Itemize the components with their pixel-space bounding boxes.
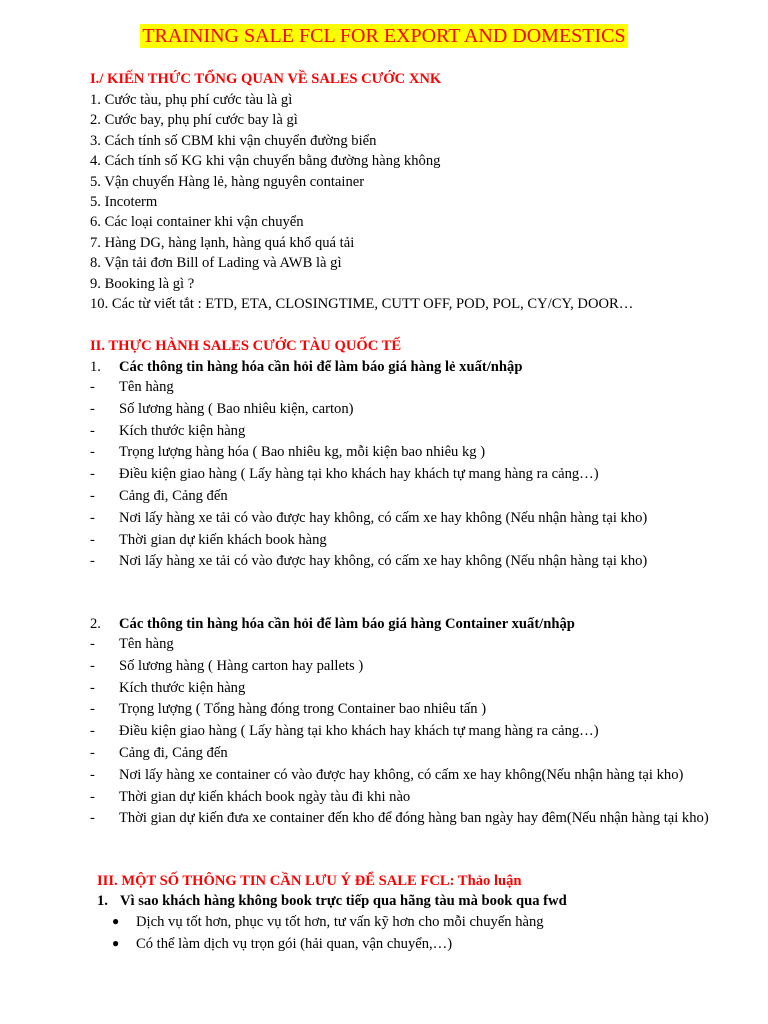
- section-2-subheading-2: [90, 614, 575, 634]
- list-item: [90, 486, 647, 508]
- subheading-title: Các thông tin hàng hóa cần hỏi để làm báo giá hàng Container xuất/nhập: [119, 616, 575, 632]
- list-item: 1. Cước tàu, phụ phí cước tàu là gì: [90, 92, 293, 108]
- subheading-number: 1.: [97, 893, 108, 909]
- list-item: 8. Vận tải đơn Bill of Lading và AWB là gì: [90, 255, 342, 272]
- list-item-text: Nơi lấy hàng xe tải có vào được hay không, có cấm xe hay không (Nếu nhận hàng tại kho): [119, 509, 648, 526]
- list-item: [90, 787, 709, 809]
- dash-marker: -: [90, 723, 95, 740]
- list-item: 5. Vận chuyển Hàng lẻ, hàng nguyên container: [90, 173, 365, 190]
- subheading-title: Các thông tin hàng hóa cần hỏi để làm báo giá hàng lẻ xuất/nhập: [119, 359, 523, 375]
- section-2-subheading-1: [90, 357, 522, 377]
- dash-marker: -: [90, 444, 95, 461]
- list-item-text: Dịch vụ tốt hơn, phục vụ tốt hơn, tư vấn kỹ hơn cho mỗi chuyến hàng: [136, 914, 544, 930]
- dash-marker: -: [90, 744, 95, 761]
- list-item: [90, 551, 647, 573]
- dash-marker: -: [90, 422, 95, 439]
- list-item-text: Tên hàng: [119, 379, 174, 395]
- list-item-text: Kích thước kiện hàng: [119, 679, 246, 696]
- list-item: [90, 743, 709, 765]
- list-item: [112, 911, 544, 933]
- section-2-sub2-list: [90, 634, 709, 830]
- list-item: 9. Booking là gì ?: [90, 275, 195, 292]
- section-3-sub1-list: [112, 911, 544, 954]
- list-item-text: Thời gian dự kiến khách book hàng: [119, 531, 327, 548]
- dash-marker: -: [90, 679, 95, 696]
- list-item-text: Tên hàng: [119, 636, 174, 652]
- subheading-title: Vì sao khách hàng không book trực tiếp qua hãng tàu mà book qua fwd: [120, 893, 567, 909]
- list-item: 3. Cách tính số CBM khi vận chuyển đường biển: [90, 132, 377, 149]
- section-2-heading: II. THỰC HÀNH SALES CƯỚC TÀU QUỐC TẾ: [90, 338, 402, 354]
- list-item: [90, 721, 709, 743]
- subheading-number: 2.: [90, 616, 101, 632]
- section-3-heading-suffix: Thảo luận: [457, 873, 522, 889]
- title-container: [0, 24, 768, 48]
- list-item: 5. Incoterm: [90, 194, 158, 211]
- section-1-list: [90, 90, 633, 314]
- list-item: [90, 678, 709, 700]
- section-3-subheading-1: [97, 891, 567, 911]
- list-item-text: Thời gian dự kiến đưa xe container đến kho để đóng hàng ban ngày hay đêm(Nếu nhận hàng tại kho): [119, 810, 709, 827]
- list-item-text: Trọng lượng hàng hóa ( Bao nhiêu kg, mỗi kiện bao nhiêu kg ): [119, 444, 486, 461]
- dash-marker: -: [90, 379, 95, 395]
- dash-marker: -: [90, 487, 95, 504]
- subheading-number: 1.: [90, 359, 101, 375]
- dash-marker: -: [90, 701, 95, 718]
- dash-marker: -: [90, 810, 95, 827]
- section-3-heading-text: III. MỘT SỐ THÔNG TIN CẦN LƯU Ý ĐỂ SALE FCL:: [97, 873, 455, 889]
- dash-marker: -: [90, 766, 95, 783]
- list-item-text: Cảng đi, Cảng đến: [119, 744, 228, 761]
- list-item-text: Nơi lấy hàng xe tải có vào được hay không, có cấm xe hay không (Nếu nhận hàng tại kho): [119, 553, 648, 570]
- list-item-text: Cảng đi, Cảng đến: [119, 487, 228, 504]
- list-item: [90, 634, 709, 656]
- list-item: [90, 442, 647, 464]
- dash-marker: -: [90, 531, 95, 548]
- list-item: [90, 377, 647, 399]
- list-item-text: Nơi lấy hàng xe container có vào được hay không, có cấm xe hay không(Nếu nhận hàng tại kho): [119, 766, 684, 783]
- dash-marker: -: [90, 466, 95, 483]
- list-item: [90, 699, 709, 721]
- dash-marker: -: [90, 553, 95, 570]
- list-item: 6. Các loại container khi vận chuyển: [90, 214, 304, 231]
- list-item: [90, 508, 647, 530]
- dash-marker: -: [90, 657, 95, 674]
- dash-marker: -: [90, 788, 95, 805]
- list-item: [90, 421, 647, 443]
- bullet-icon: ●: [112, 914, 120, 928]
- list-item-text: Số lương hàng ( Hàng carton hay pallets ): [119, 657, 364, 674]
- list-item-text: Trọng lượng ( Tổng hàng đóng trong Container bao nhiêu tấn ): [119, 701, 487, 718]
- section-1-heading: I./ KIẾN THỨC TỔNG QUAN VỀ SALES CƯỚC XNK: [90, 71, 442, 87]
- list-item: [90, 399, 647, 421]
- document-title: TRAINING SALE FCL FOR EXPORT AND DOMESTICS: [142, 25, 626, 47]
- list-item: [90, 656, 709, 678]
- dash-marker: -: [90, 400, 95, 417]
- list-item-text: Điều kiện giao hàng ( Lấy hàng tại kho khách hay khách tự mang hàng ra cảng…): [119, 723, 599, 740]
- list-item: 7. Hàng DG, hàng lạnh, hàng quá khổ quá tải: [90, 234, 355, 251]
- list-item-text: Thời gian dự kiến khách book ngày tàu đi khi nào: [119, 788, 411, 805]
- list-item: [90, 765, 709, 787]
- dash-marker: -: [90, 509, 95, 526]
- list-item-text: Có thể làm dịch vụ trọn gói (hải quan, vận chuyển,…): [136, 935, 453, 952]
- list-item: [112, 933, 544, 955]
- section-3-heading: [97, 871, 522, 891]
- list-item: [90, 808, 709, 830]
- dash-marker: -: [90, 636, 95, 652]
- list-item: [90, 530, 647, 552]
- list-item: 2. Cước bay, phụ phí cước bay là gì: [90, 112, 298, 129]
- list-item: [90, 464, 647, 486]
- list-item-text: Kích thước kiện hàng: [119, 422, 246, 439]
- section-2-sub1-list: [90, 377, 647, 573]
- list-item-text: Điều kiện giao hàng ( Lấy hàng tại kho khách hay khách tự mang hàng ra cảng…): [119, 466, 599, 483]
- bullet-icon: ●: [112, 935, 120, 950]
- list-item: 4. Cách tính số KG khi vận chuyển bằng đường hàng không: [90, 153, 441, 170]
- list-item: 10. Các từ viết tắt : ETD, ETA, CLOSINGTIME, CUTT OFF, POD, POL, CY/CY, DOOR…: [90, 296, 634, 313]
- list-item-text: Số lương hàng ( Bao nhiêu kiện, carton): [119, 400, 354, 417]
